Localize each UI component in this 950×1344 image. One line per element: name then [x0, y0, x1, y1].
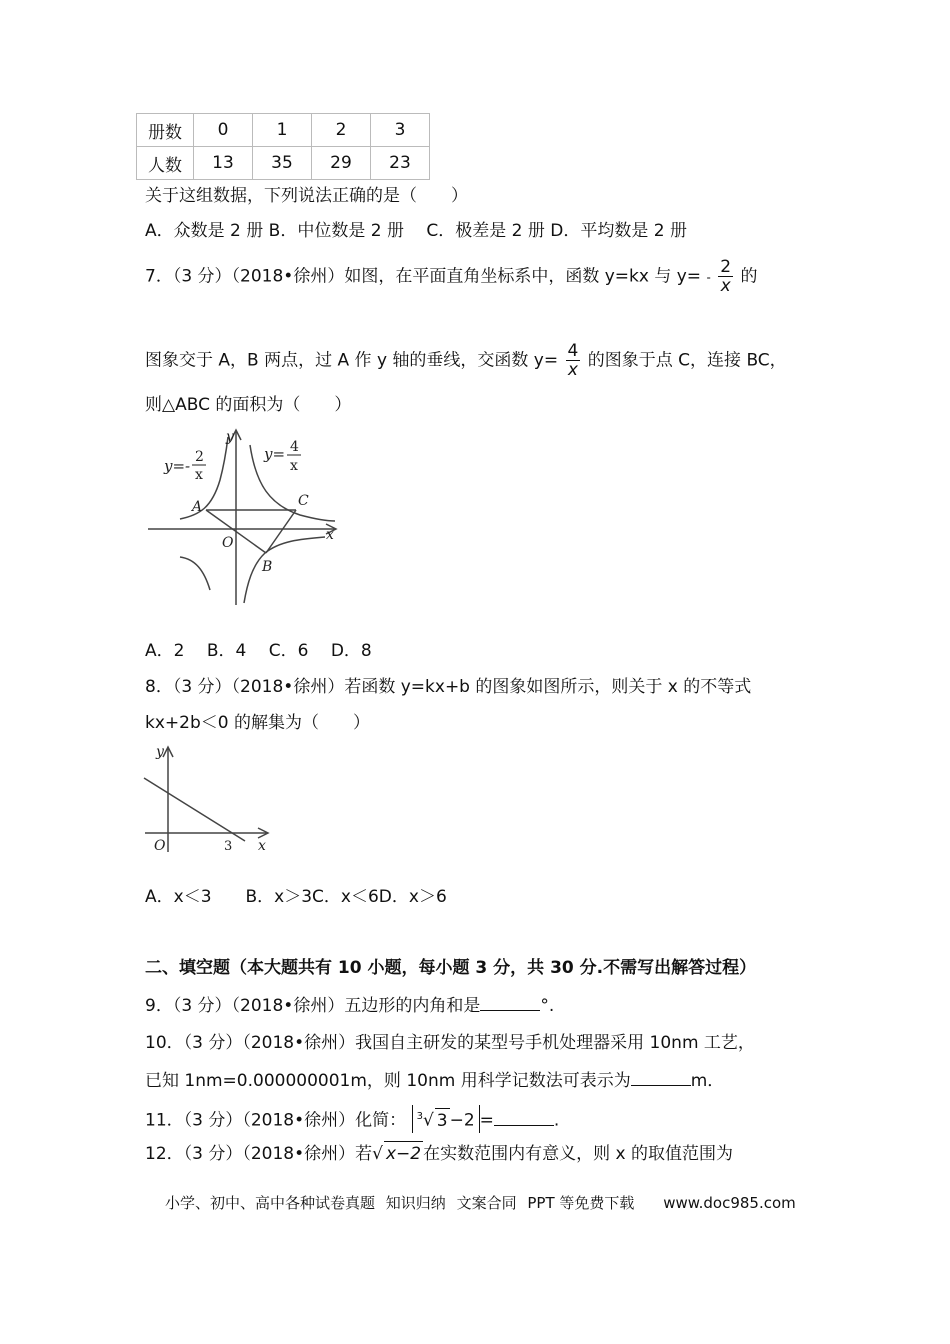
q10-text: 已知 1nm=0.000000001m，则 10nm 用科学记数法可表示为 — [145, 1071, 631, 1091]
footer-item: 知识归纳 — [385, 1194, 446, 1212]
absolute-value: $^3$√ 3 −2 — [412, 1105, 480, 1133]
right-curve-label: y= — [264, 445, 286, 463]
fraction-numerator: 2 — [720, 257, 732, 277]
answer-blank[interactable] — [631, 1067, 691, 1086]
q11-text-end: . — [553, 1110, 560, 1131]
q6-options: A．众数是 2 册 B．中位数是 2 册 C．极差是 2 册 D．平均数是 2 册 — [145, 221, 687, 241]
q7-line3: 则△ABC 的面积为（ ） — [145, 395, 352, 415]
radicand: 3 — [435, 1108, 450, 1133]
hyperbola-positive-q3 — [180, 557, 210, 590]
section-title: 二、填空题（本大题共有 10 小题，每小题 3 分，共 30 分.不需写出解答过程） — [145, 958, 757, 978]
table-cell: 2 — [312, 114, 371, 147]
q11 — [145, 1105, 559, 1133]
footer-item: 小学、初中、高中各种试卷真题 — [165, 1194, 376, 1212]
radicand: x−2 — [384, 1141, 423, 1166]
minus-sign: - — [706, 270, 711, 285]
equals-sign: = — [479, 1110, 494, 1131]
q7-text-end: 的图象于点 C，连接 BC， — [587, 350, 787, 371]
table-cell: 3 — [371, 114, 430, 147]
q9 — [145, 992, 554, 1018]
left-curve-den: x — [195, 467, 203, 483]
fraction-4-over-x — [566, 342, 581, 379]
fraction-denominator: x — [720, 276, 731, 296]
answer-blank[interactable] — [480, 992, 540, 1011]
axis-y-label: y — [226, 429, 234, 445]
answer-blank[interactable] — [494, 1107, 554, 1126]
fraction-numerator: 4 — [567, 341, 579, 361]
q12: 12．（3 分）（2018•徐州）若√ x−2 在实数范围内有意义，则 x 的取值范围为 — [145, 1141, 733, 1166]
row-header: 人数 — [137, 147, 194, 180]
minus-two: −2 — [449, 1110, 475, 1131]
q12-text: 12．（3 分）（2018•徐州）若 — [145, 1144, 373, 1164]
origin-label: O — [222, 535, 234, 551]
axis-x-label: x — [258, 838, 266, 854]
q9-text-end: °. — [540, 996, 555, 1016]
point-c-label: C — [298, 493, 309, 509]
fraction-denominator: x — [567, 360, 578, 380]
point-b-label: B — [262, 559, 273, 575]
q11-text: 11．（3 分）（2018•徐州）化简： — [145, 1110, 407, 1131]
footer — [165, 1192, 802, 1213]
hyperbola-negative-q2 — [180, 437, 228, 519]
q8-line2: kx+2b＜0 的解集为（ ） — [145, 713, 370, 733]
left-curve-label: y=- — [164, 457, 191, 475]
q7-text: 图象交于 A，B 两点，过 A 作 y 轴的垂线，交函数 y= — [145, 350, 559, 371]
table-cell: 0 — [194, 114, 253, 147]
table-row — [137, 147, 430, 180]
table-cell: 35 — [253, 147, 312, 180]
axis-x-label: x — [326, 527, 334, 543]
segment-bc — [266, 510, 296, 553]
function-line — [144, 778, 245, 841]
q8-figure — [140, 740, 280, 860]
tick-3-label: 3 — [224, 839, 233, 854]
left-curve-num: 2 — [195, 449, 204, 465]
table-cell: 29 — [312, 147, 371, 180]
table-cell: 13 — [194, 147, 253, 180]
q7-line2 — [145, 342, 787, 379]
axis-y-label: y — [156, 744, 164, 760]
q7-figure — [140, 425, 350, 610]
right-curve-den: x — [290, 458, 298, 474]
q10-line2 — [145, 1067, 724, 1093]
hyperbola-negative-q4 — [244, 537, 325, 603]
q9-text: 9．（3 分）（2018•徐州）五边形的内角和是 — [145, 996, 481, 1016]
q8-line1: 8．（3 分）（2018•徐州）若函数 y=kx+b 的图象如图所示，则关于 x 的不等式 — [145, 677, 752, 697]
root-index: 3 — [416, 1111, 423, 1122]
q7-text-end: 的 — [740, 266, 758, 287]
data-table — [136, 113, 430, 180]
right-curve-num: 4 — [290, 439, 299, 455]
q10-line1: 10．（3 分）（2018•徐州）我国自主研发的某型号手机处理器采用 10nm 工艺， — [145, 1033, 755, 1053]
fraction-2-over-x — [718, 258, 733, 295]
footer-site-link[interactable]: www.doc985.com — [663, 1194, 796, 1212]
q6-stem: 关于这组数据，下列说法正确的是（ ） — [145, 186, 468, 206]
row-header: 册数 — [137, 114, 194, 147]
table-cell: 23 — [371, 147, 430, 180]
q7-line1 — [145, 258, 757, 295]
origin-label: O — [154, 838, 166, 854]
q12-text-end: 在实数范围内有意义，则 x 的取值范围为 — [423, 1144, 733, 1164]
table-row — [137, 114, 430, 147]
footer-item: 文案合同 — [456, 1194, 517, 1212]
q8-options: A．x＜3 B．x＞3C．x＜6D．x＞6 — [145, 887, 447, 907]
q10-text-end: m． — [690, 1071, 725, 1091]
q7-text: 7．（3 分）（2018•徐州）如图，在平面直角坐标系中，函数 y=kx 与 y= — [145, 266, 702, 287]
table-cell: 1 — [253, 114, 312, 147]
q7-options: A．2 B．4 C．6 D．8 — [145, 641, 372, 661]
point-a-label: A — [192, 499, 203, 515]
footer-item: PPT 等免费下载 — [527, 1194, 635, 1212]
